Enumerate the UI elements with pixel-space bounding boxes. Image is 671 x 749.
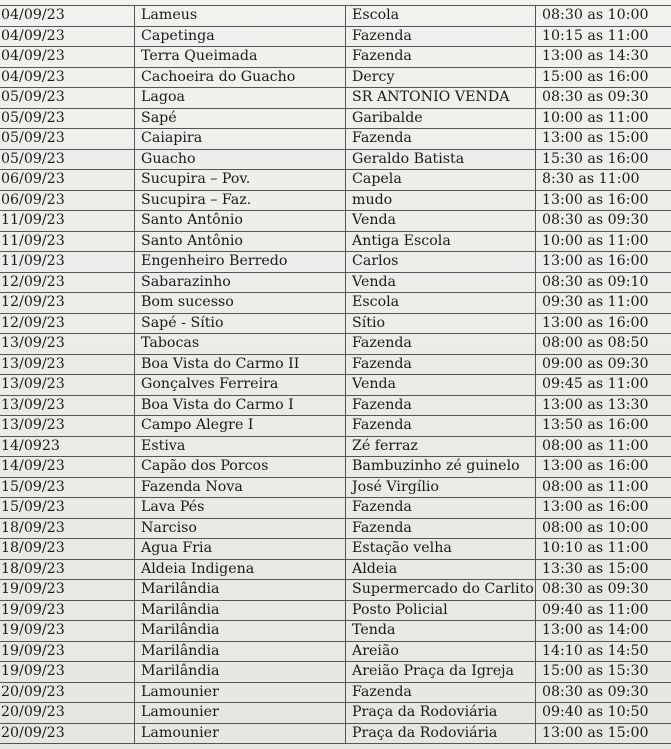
table-row	[0, 682, 671, 703]
date-cell: 13/09/23	[0, 334, 135, 355]
place-cell: Lagoa	[135, 88, 346, 109]
time-cell: 09:30 as 11:00	[536, 293, 671, 314]
schedule-table	[0, 5, 671, 744]
place-cell: Narciso	[135, 518, 346, 539]
table-row	[0, 662, 671, 683]
table-row	[0, 559, 671, 580]
date-cell: 05/09/23	[0, 149, 135, 170]
date-cell: 19/09/23	[0, 600, 135, 621]
time-cell: 08:30 as 10:00	[536, 6, 671, 27]
date-cell: 13/09/23	[0, 416, 135, 437]
table-row	[0, 334, 671, 355]
place-cell: Sapé	[135, 108, 346, 129]
location-cell: Praça da Rodoviária	[346, 723, 536, 744]
table-row	[0, 354, 671, 375]
place-cell: Caiapira	[135, 129, 346, 150]
location-cell: Capela	[346, 170, 536, 191]
time-cell: 08:00 as 08:50	[536, 334, 671, 355]
location-cell: Fazenda	[346, 682, 536, 703]
location-cell: SR ANTONIO VENDA	[346, 88, 536, 109]
table-row	[0, 272, 671, 293]
time-cell: 13:00 as 16:00	[536, 498, 671, 519]
time-cell: 13:00 as 16:00	[536, 457, 671, 478]
date-cell: 14/0923	[0, 436, 135, 457]
date-cell: 18/09/23	[0, 539, 135, 560]
date-cell: 05/09/23	[0, 108, 135, 129]
date-cell: 11/09/23	[0, 252, 135, 273]
table-row	[0, 108, 671, 129]
location-cell: Estação velha	[346, 539, 536, 560]
place-cell: Marilândia	[135, 621, 346, 642]
location-cell: Garibalde	[346, 108, 536, 129]
date-cell: 04/09/23	[0, 26, 135, 47]
time-cell: 13:00 as 16:00	[536, 252, 671, 273]
table-row	[0, 88, 671, 109]
table-row	[0, 190, 671, 211]
date-cell: 12/09/23	[0, 293, 135, 314]
place-cell: Lameus	[135, 6, 346, 27]
time-cell: 13:00 as 16:00	[536, 313, 671, 334]
date-cell: 20/09/23	[0, 682, 135, 703]
table-row	[0, 231, 671, 252]
location-cell: Fazenda	[346, 498, 536, 519]
place-cell: Santo Antônio	[135, 211, 346, 232]
table-row	[0, 703, 671, 724]
date-cell: 18/09/23	[0, 518, 135, 539]
place-cell: Fazenda Nova	[135, 477, 346, 498]
table-row	[0, 477, 671, 498]
table-row	[0, 723, 671, 744]
location-cell: José Virgílio	[346, 477, 536, 498]
time-cell: 10:00 as 11:00	[536, 108, 671, 129]
date-cell: 13/09/23	[0, 395, 135, 416]
location-cell: Fazenda	[346, 334, 536, 355]
date-cell: 11/09/23	[0, 231, 135, 252]
date-cell: 06/09/23	[0, 170, 135, 191]
date-cell: 05/09/23	[0, 88, 135, 109]
table-row	[0, 580, 671, 601]
location-cell: Carlos	[346, 252, 536, 273]
location-cell: Bambuzinho zé guinelo	[346, 457, 536, 478]
date-cell: 13/09/23	[0, 354, 135, 375]
table-row	[0, 293, 671, 314]
time-cell: 09:45 as 11:00	[536, 375, 671, 396]
time-cell: 13:30 as 15:00	[536, 559, 671, 580]
location-cell: Areião Praça da Igreja	[346, 662, 536, 683]
date-cell: 04/09/23	[0, 67, 135, 88]
location-cell: Fazenda	[346, 47, 536, 68]
place-cell: Marilândia	[135, 600, 346, 621]
place-cell: Agua Fria	[135, 539, 346, 560]
place-cell: Santo Antônio	[135, 231, 346, 252]
time-cell: 08:00 as 11:00	[536, 477, 671, 498]
location-cell: Tenda	[346, 621, 536, 642]
date-cell: 20/09/23	[0, 703, 135, 724]
date-cell: 12/09/23	[0, 272, 135, 293]
time-cell: 15:00 as 16:00	[536, 67, 671, 88]
table-row	[0, 26, 671, 47]
location-cell: Venda	[346, 211, 536, 232]
place-cell: Marilândia	[135, 641, 346, 662]
location-cell: Venda	[346, 375, 536, 396]
place-cell: Lamounier	[135, 703, 346, 724]
time-cell: 08:30 as 09:30	[536, 88, 671, 109]
location-cell: Fazenda	[346, 416, 536, 437]
date-cell: 05/09/23	[0, 129, 135, 150]
location-cell: Fazenda	[346, 395, 536, 416]
location-cell: Supermercado do Carlito	[346, 580, 536, 601]
time-cell: 14:10 as 14:50	[536, 641, 671, 662]
location-cell: Zé ferraz	[346, 436, 536, 457]
date-cell: 19/09/23	[0, 621, 135, 642]
time-cell: 8:30 as 11:00	[536, 170, 671, 191]
place-cell: Campo Alegre I	[135, 416, 346, 437]
table-row	[0, 47, 671, 68]
time-cell: 13:00 as 14:00	[536, 621, 671, 642]
table-row	[0, 375, 671, 396]
place-cell: Tabocas	[135, 334, 346, 355]
table-row	[0, 170, 671, 191]
place-cell: Terra Queimada	[135, 47, 346, 68]
date-cell: 13/09/23	[0, 375, 135, 396]
date-cell: 06/09/23	[0, 190, 135, 211]
date-cell: 19/09/23	[0, 662, 135, 683]
location-cell: Escola	[346, 6, 536, 27]
table-row	[0, 518, 671, 539]
table-row	[0, 252, 671, 273]
date-cell: 15/09/23	[0, 498, 135, 519]
place-cell: Capetinga	[135, 26, 346, 47]
location-cell: Fazenda	[346, 354, 536, 375]
date-cell: 04/09/23	[0, 47, 135, 68]
date-cell: 14/09/23	[0, 457, 135, 478]
table-row	[0, 621, 671, 642]
time-cell: 13:50 as 16:00	[536, 416, 671, 437]
place-cell: Cachoeira do Guacho	[135, 67, 346, 88]
place-cell: Estiva	[135, 436, 346, 457]
time-cell: 08:30 as 09:10	[536, 272, 671, 293]
table-row	[0, 539, 671, 560]
date-cell: 15/09/23	[0, 477, 135, 498]
table-row	[0, 416, 671, 437]
place-cell: Sapé - Sítio	[135, 313, 346, 334]
time-cell: 08:00 as 10:00	[536, 518, 671, 539]
date-cell: 19/09/23	[0, 580, 135, 601]
time-cell: 08:30 as 09:30	[536, 580, 671, 601]
table-row	[0, 641, 671, 662]
table-row	[0, 600, 671, 621]
location-cell: Fazenda	[346, 26, 536, 47]
location-cell: Posto Policial	[346, 600, 536, 621]
location-cell: Geraldo Batista	[346, 149, 536, 170]
place-cell: Sucupira – Faz.	[135, 190, 346, 211]
table-row	[0, 313, 671, 334]
place-cell: Lamounier	[135, 723, 346, 744]
date-cell: 20/09/23	[0, 723, 135, 744]
table-row	[0, 149, 671, 170]
place-cell: Lamounier	[135, 682, 346, 703]
schedule-rows	[0, 6, 671, 744]
time-cell: 08:00 as 11:00	[536, 436, 671, 457]
place-cell: Engenheiro Berredo	[135, 252, 346, 273]
location-cell: Fazenda	[346, 129, 536, 150]
time-cell: 15:00 as 15:30	[536, 662, 671, 683]
place-cell: Capão dos Porcos	[135, 457, 346, 478]
date-cell: 04/09/23	[0, 6, 135, 27]
place-cell: Boa Vista do Carmo I	[135, 395, 346, 416]
location-cell: Venda	[346, 272, 536, 293]
table-row	[0, 6, 671, 27]
place-cell: Gonçalves Ferreira	[135, 375, 346, 396]
table-row	[0, 395, 671, 416]
place-cell: Aldeia Indigena	[135, 559, 346, 580]
location-cell: Dercy	[346, 67, 536, 88]
location-cell: Aldeia	[346, 559, 536, 580]
time-cell: 10:00 as 11:00	[536, 231, 671, 252]
place-cell: Guacho	[135, 149, 346, 170]
table-row	[0, 129, 671, 150]
table-row	[0, 498, 671, 519]
table-row	[0, 211, 671, 232]
date-cell: 18/09/23	[0, 559, 135, 580]
table-row	[0, 67, 671, 88]
place-cell: Sabarazinho	[135, 272, 346, 293]
time-cell: 09:40 as 11:00	[536, 600, 671, 621]
time-cell: 08:30 as 09:30	[536, 211, 671, 232]
location-cell: Sítio	[346, 313, 536, 334]
location-cell: Areião	[346, 641, 536, 662]
time-cell: 09:40 as 10:50	[536, 703, 671, 724]
time-cell: 13:00 as 14:30	[536, 47, 671, 68]
date-cell: 19/09/23	[0, 641, 135, 662]
place-cell: Marilândia	[135, 662, 346, 683]
table-row	[0, 436, 671, 457]
time-cell: 09:00 as 09:30	[536, 354, 671, 375]
time-cell: 10:10 as 11:00	[536, 539, 671, 560]
place-cell: Marilândia	[135, 580, 346, 601]
location-cell: Escola	[346, 293, 536, 314]
location-cell: Fazenda	[346, 518, 536, 539]
location-cell: Praça da Rodoviária	[346, 703, 536, 724]
place-cell: Lava Pés	[135, 498, 346, 519]
place-cell: Boa Vista do Carmo II	[135, 354, 346, 375]
time-cell: 13:00 as 13:30	[536, 395, 671, 416]
time-cell: 13:00 as 16:00	[536, 190, 671, 211]
date-cell: 11/09/23	[0, 211, 135, 232]
time-cell: 13:00 as 15:00	[536, 723, 671, 744]
time-cell: 08:30 as 09:30	[536, 682, 671, 703]
date-cell: 12/09/23	[0, 313, 135, 334]
location-cell: Antiga Escola	[346, 231, 536, 252]
place-cell: Sucupira – Pov.	[135, 170, 346, 191]
time-cell: 13:00 as 15:00	[536, 129, 671, 150]
time-cell: 10:15 as 11:00	[536, 26, 671, 47]
place-cell: Bom sucesso	[135, 293, 346, 314]
table-row	[0, 457, 671, 478]
location-cell: mudo	[346, 190, 536, 211]
time-cell: 15:30 as 16:00	[536, 149, 671, 170]
